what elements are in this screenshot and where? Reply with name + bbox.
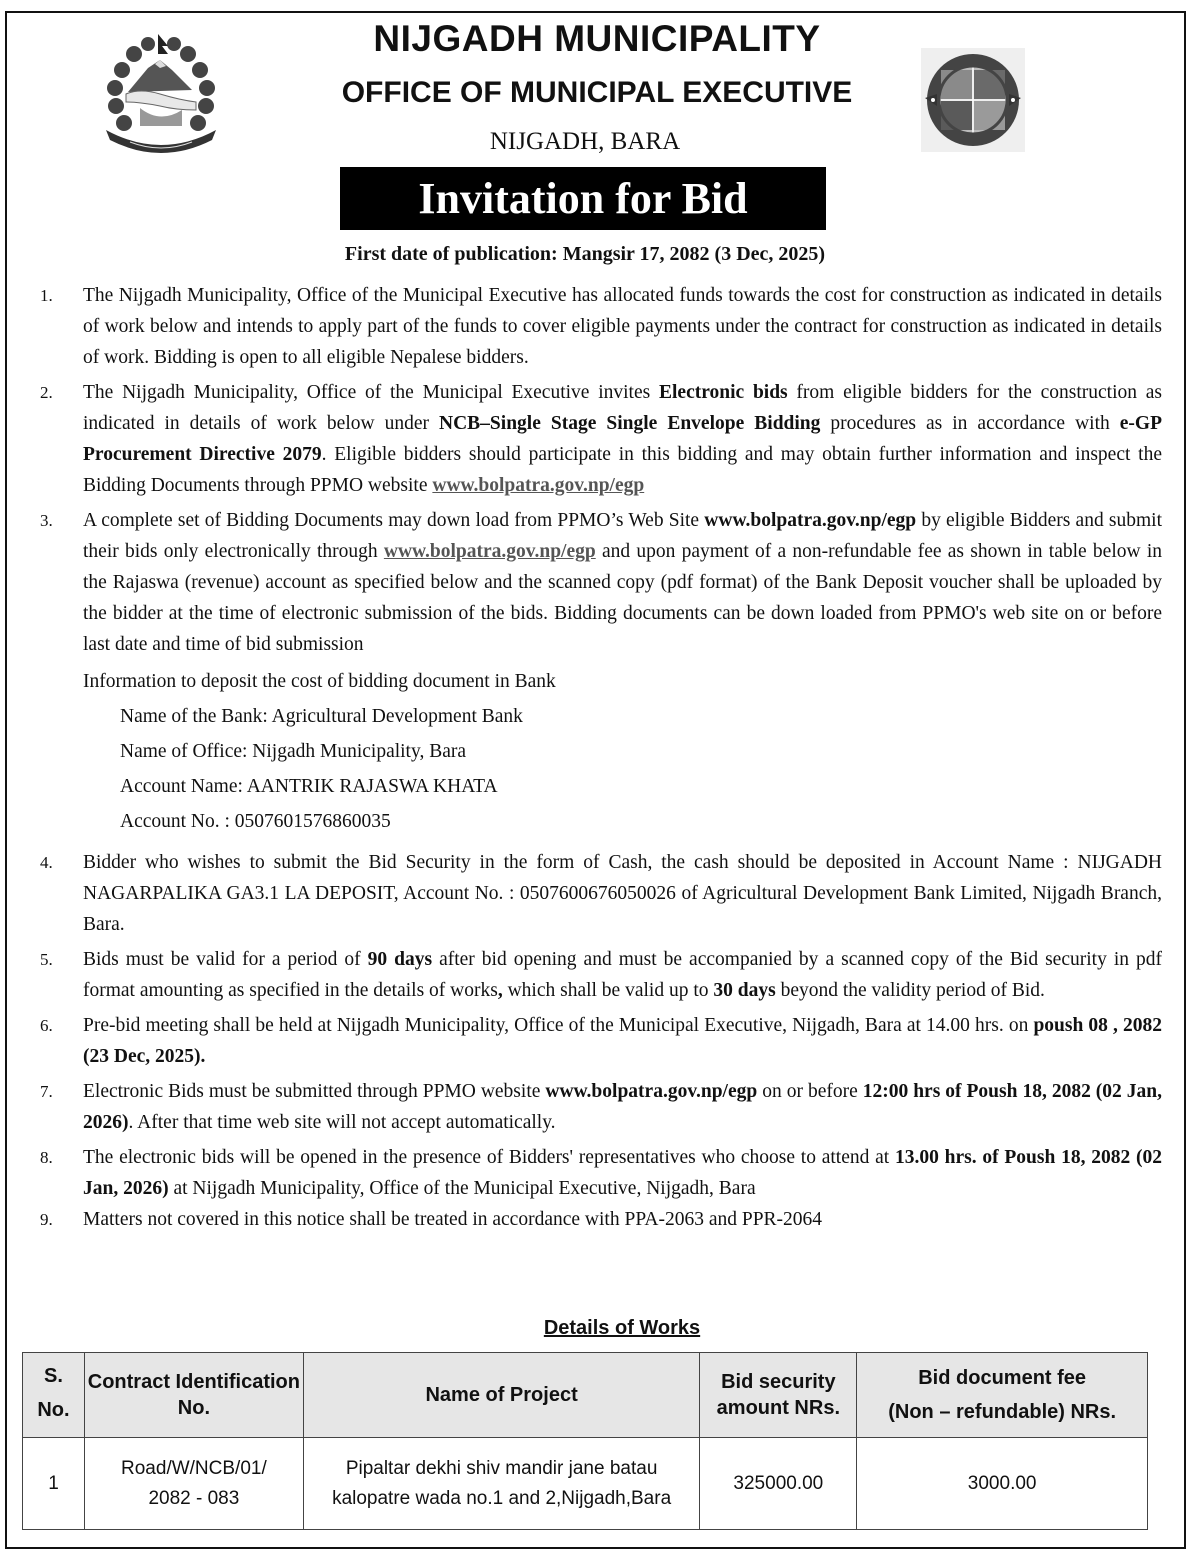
clause-bold: 90 days — [367, 949, 433, 970]
account-number: Account No. : 0507601576860035 — [120, 811, 391, 832]
project-line-2: kalopatre wada no.1 and 2,Nijgadh,Bara — [332, 1487, 672, 1509]
clause-text: on or before — [757, 1081, 863, 1102]
bank-info-intro: Information to deposit the cost of bidding document in Bank — [83, 671, 556, 692]
doc-fee-label-bottom: (Non – refundable) NRs. — [888, 1401, 1117, 1423]
col-header-bid-security: Bid security amount NRs. — [700, 1353, 857, 1438]
clause-text: Pre-bid meeting shall be held at Nijgadh Municipality, Office of the Municipal Executive, Nijgadh, Bara at 14.00 hrs. on — [83, 1015, 1034, 1036]
col-header-sno — [23, 1353, 85, 1438]
details-of-works-table — [22, 1352, 1148, 1530]
bank-deposit-info — [40, 664, 1162, 839]
office-subtitle: OFFICE OF MUNICIPAL EXECUTIVE — [341, 76, 853, 109]
clause-number: 3. — [40, 511, 53, 530]
table-row — [23, 1438, 1148, 1530]
clause-text: which shall be valid up to — [502, 980, 714, 1001]
clause-bold: e-GP Procurement Directive 2079 — [83, 413, 1163, 465]
clause-bold: poush 08 , 2082 (23 Dec, 2025). — [83, 1015, 1163, 1067]
clause-6 — [40, 1010, 1162, 1072]
table-header-row — [23, 1353, 1148, 1438]
col-header-doc-fee — [857, 1353, 1148, 1438]
clause-text: and upon payment of a non-refundable fee as shown in table below in the Rajaswa (revenue) account as specified below and the scanned copy (pdf format) of the Bank Deposit voucher shall be uploaded by the bidder at the time of electronic submission of the bids. Bidding documents can be down loaded from PPMO's web site on or before last date and time of bid submission — [83, 541, 1162, 655]
clause-text: by eligible Bidders and submit their bids only electronically through — [83, 510, 1162, 562]
col-header-contract-id: Contract Identification No. — [84, 1353, 303, 1438]
cell-project — [303, 1438, 700, 1530]
clause-1 — [40, 280, 1162, 373]
clause-8 — [40, 1142, 1162, 1204]
clause-3 — [40, 505, 1162, 660]
invitation-banner: Invitation for Bid — [340, 167, 826, 230]
clause-text: The Nijgadh Municipality, Office of the Municipal Executive has allocated funds towards the cost for construction as indicated in details of work below and intends to apply part of the funds to cover eligible payments under the contract for construction as indicated in details of work. Bidding is open to all eligible Nepalese bidders. — [83, 285, 1162, 368]
col-header-project: Name of Project — [303, 1353, 700, 1438]
sno-label-top: S. — [44, 1365, 63, 1387]
bank-name: Name of the Bank: Agricultural Development Bank — [120, 706, 523, 727]
clause-bold: NCB–Single Stage Single Envelope Bidding — [439, 413, 821, 434]
clause-number: 6. — [40, 1016, 53, 1035]
clause-text: A complete set of Bidding Documents may down load from PPMO’s Web Site — [83, 510, 705, 531]
clause-text: . After that time web site will not accept automatically. — [128, 1112, 556, 1133]
clause-text: Bids must be valid for a period of — [83, 949, 368, 970]
clause-text: from eligible bidders for the construction as indicated in details of work below under — [83, 382, 1162, 434]
clause-text: The electronic bids will be opened in the presence of Bidders' representatives who choose to attend at — [83, 1147, 895, 1168]
clause-bold: Electronic bids — [658, 382, 788, 403]
clause-2 — [40, 377, 1162, 501]
clause-text: Bidder who wishes to submit the Bid Security in the form of Cash, the cash should be deposited in Account Name : NIJGADH NAGARPALIKA GA3.1 LA DEPOSIT, Account No. : 0507600676050026 of Agricultural Development Bank Limited, Nijgadh Branch, Bara. — [83, 852, 1162, 935]
office-name: Name of Office: Nijgadh Municipality, Bara — [120, 741, 467, 762]
clause-bold: 13.00 hrs. of Poush 18, 2082 (02 Jan, 2026) — [83, 1147, 1162, 1199]
clause-number: 9. — [40, 1210, 53, 1229]
doc-fee-label-top: Bid document fee — [918, 1367, 1087, 1389]
clause-bold: , — [497, 980, 503, 1001]
clause-number: 1. — [40, 286, 53, 305]
contract-id-line-2: 2082 - 083 — [148, 1487, 240, 1509]
municipality-title: NIJGADH MUNICIPALITY — [373, 18, 821, 59]
cell-doc-fee: 3000.00 — [857, 1438, 1148, 1530]
clause-7 — [40, 1076, 1162, 1138]
clause-4 — [40, 847, 1162, 940]
sno-label-bottom: No. — [37, 1399, 70, 1421]
clause-text: Matters not covered in this notice shall be treated in accordance with PPA-2063 and PPR-2064 — [83, 1209, 823, 1230]
municipality-logo-icon — [921, 48, 1025, 152]
clause-number: 4. — [40, 853, 53, 872]
clause-text: Electronic Bids must be submitted through PPMO website — [83, 1081, 546, 1102]
clause-text: The Nijgadh Municipality, Office of the Municipal Executive invites — [83, 382, 659, 403]
clause-5 — [40, 944, 1162, 1006]
clause-bold: www.bolpatra.gov.np/egp — [545, 1081, 758, 1102]
clause-number: 2. — [40, 383, 53, 402]
clause-bold: 30 days — [713, 980, 776, 1001]
clause-text: after bid opening and must be accompanied by a scanned copy of the Bid security in pdf format amounting as specified in the details of works — [83, 949, 1162, 1001]
clause-bold: 12:00 hrs of Poush 18, 2082 (02 Jan, 2026) — [83, 1081, 1163, 1133]
clause-text: . Eligible bidders should participate in this bidding and may obtain further information and inspect the Bidding Documents through PPMO website — [83, 444, 1162, 496]
cell-contract-id — [84, 1438, 303, 1530]
clause-number: 5. — [40, 950, 53, 969]
clause-number: 8. — [40, 1148, 53, 1167]
office-location: NIJGADH, BARA — [489, 128, 681, 155]
clause-number: 7. — [40, 1082, 53, 1101]
cell-sno: 1 — [23, 1438, 85, 1530]
details-of-works-title: Details of Works — [543, 1317, 701, 1339]
publication-date: First date of publication: Mangsir 17, 2082 (3 Dec, 2025) — [344, 243, 826, 265]
cell-bid-security: 325000.00 — [700, 1438, 857, 1530]
clause-bold: www.bolpatra.gov.np/egp — [704, 510, 917, 531]
clause-text: at Nijgadh Municipality, Office of the Municipal Executive, Nijgadh, Bara — [168, 1178, 756, 1199]
clause-text: beyond the validity period of Bid. — [775, 980, 1045, 1001]
notice-clauses — [40, 280, 1162, 1235]
contract-id-line-1: Road/W/NCB/01/ — [121, 1457, 267, 1479]
project-line-1: Pipaltar dekhi shiv mandir jane batau — [345, 1457, 658, 1479]
account-name: Account Name: AANTRIK RAJASWA KHATA — [120, 776, 498, 797]
bolpatra-link[interactable]: www.bolpatra.gov.np/egp — [432, 475, 645, 496]
bolpatra-link[interactable]: www.bolpatra.gov.np/egp — [383, 541, 596, 562]
clause-text: procedures as in accordance with — [820, 413, 1120, 434]
clause-9 — [40, 1204, 1162, 1235]
